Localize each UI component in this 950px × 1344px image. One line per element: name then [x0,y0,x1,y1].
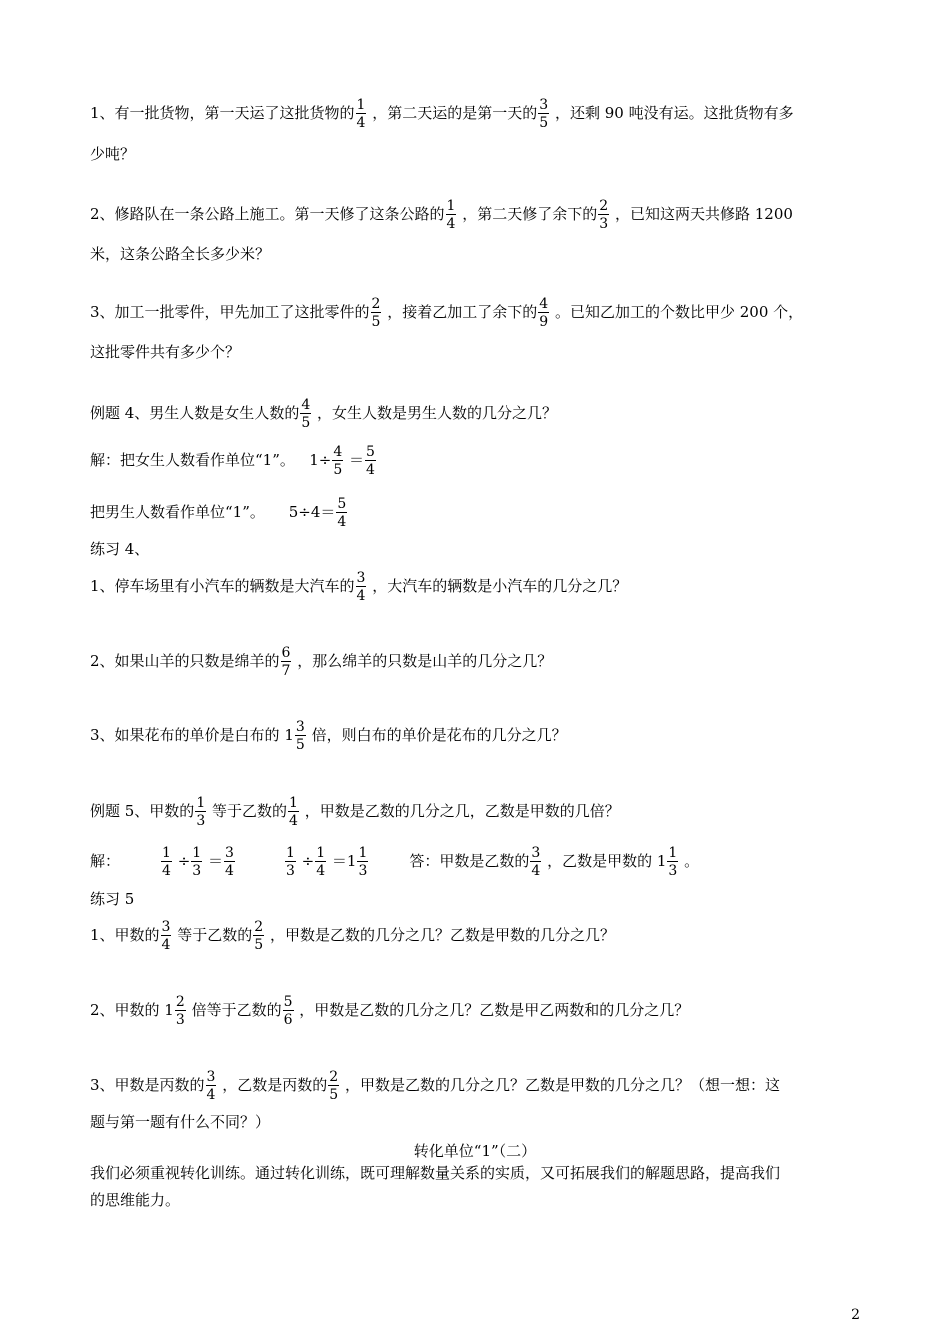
fraction: $\frac{2}{3}$ [599,198,609,232]
text: ，甲数是乙数的几分之几？乙数是甲数的几分之几？（想一想：这 [344,1076,780,1094]
text: 1、有一批货物，第一天运了这批货物的 [90,104,355,122]
text: ，女生人数是男生人数的几分之几？ [317,404,558,422]
fraction: $\frac{6}{7}$ [281,645,291,679]
fraction: $\frac{3}{5}$ [539,97,549,131]
example-5-question [90,796,620,828]
fraction: $\frac{3}{4}$ [161,919,171,953]
fraction: $\frac{1}{3}$ [285,845,295,879]
text: 把男生人数看作单位“1”。 [90,503,265,521]
example-4-solution-1 [90,445,377,477]
text: ，乙数是甲数的 1 [547,852,667,870]
text: 2、甲数的 1 [90,1001,174,1019]
problem-3-line-1 [90,297,803,329]
section-paragraph-line-1: 我们必须重视转化训练。通过转化训练，既可理解数量关系的实质，又可拓展我们的解题思路，提高我们 [90,1164,781,1182]
fraction: $\frac{4}{9}$ [539,296,549,330]
fraction: $\frac{3}{4}$ [225,845,234,879]
text: 3、如果花布的单价是白布的 1 [90,726,294,744]
problem-2-line-1 [90,199,793,231]
exercise-5-q2 [90,995,689,1027]
fraction: $\frac{1}{4}$ [356,97,366,131]
exercise-5-q3-line-2: 题与第一题有什么不同？） [90,1113,271,1131]
text: 。已知乙加工的个数比甲少 200 个， [554,303,804,321]
text: ＝ [208,852,224,870]
text: ，甲数是乙数的几分之几？乙数是甲数的几分之几？ [269,926,615,944]
fraction: $\frac{1}{3}$ [668,845,678,879]
text: 1÷ [309,451,332,469]
problem-2-line-2: 米，这条公路全长多少米？ [90,245,271,263]
exercise-5-q3-line-1 [90,1070,780,1102]
text: 解： [90,852,121,870]
text: 2、如果山羊的只数是绵羊的 [90,652,280,670]
text: 倍，则白布的单价是花布的几分之几？ [311,726,567,744]
fraction: $\frac{1}{4}$ [162,845,171,879]
text: 2、修路队在一条公路上施工。第一天修了这条公路的 [90,205,445,223]
text: ，第二天运的是第一天的 [372,104,538,122]
text: ÷ [301,852,315,870]
text: ，已知这两天共修路 1200 [614,205,793,223]
problem-3-line-2: 这批零件共有多少个？ [90,343,241,361]
text: 解：把女生人数看作单位“1”。 [90,451,295,469]
fraction: $\frac{5}{4}$ [337,496,347,530]
fraction: $\frac{5}{4}$ [366,444,375,478]
example-4-solution-2 [90,497,348,529]
exercise-5-q1 [90,920,615,952]
text: 3、甲数是丙数的 [90,1076,205,1094]
text: ，还剩 90 吨没有运。这批货物有多 [554,104,794,122]
problem-1-line-2: 少吨？ [90,145,136,163]
fraction: $\frac{5}{6}$ [283,994,293,1028]
fraction: $\frac{1}{3}$ [196,795,206,829]
text: ，第二天修了余下的 [462,205,598,223]
example-4-question [90,398,557,430]
text: 例题 4、男生人数是女生人数的 [90,404,300,422]
fraction: $\frac{4}{5}$ [301,397,311,431]
section-title: 转化单位“1”（二） [413,1142,537,1160]
text: ，那么绵羊的只数是山羊的几分之几？ [297,652,553,670]
text: ÷ [177,852,191,870]
text: ，接着乙加工了余下的 [387,303,538,321]
text: ＝ [349,451,365,469]
text: 倍等于乙数的 [191,1001,282,1019]
text: ＝1 [331,852,357,870]
exercise-4-q1 [90,571,627,603]
fraction: $\frac{1}{3}$ [358,845,368,879]
text: ，甲数是乙数的几分之几？乙数是甲乙两数和的几分之几？ [299,1001,690,1019]
text: 例题 5、甲数的 [90,802,195,820]
text: 1、停车场里有小汽车的辆数是大汽车的 [90,577,355,595]
fraction: $\frac{2}{5}$ [371,296,381,330]
text: 5÷4＝ [288,503,336,521]
problem-1-line-1 [90,98,794,130]
example-5-solution [90,846,699,878]
exercise-4-q3 [90,720,567,752]
fraction: $\frac{4}{5}$ [333,444,343,478]
text: 1、甲数的 [90,926,160,944]
text: 答：甲数是乙数的 [409,852,530,870]
fraction: $\frac{3}{5}$ [295,719,305,753]
text: 等于乙数的 [212,802,288,820]
text: ，大汽车的辆数是小汽车的几分之几？ [372,577,628,595]
section-paragraph-line-2: 的思维能力。 [90,1191,181,1209]
exercise-5-title: 练习 5 [90,890,135,908]
text: 3、加工一批零件，甲先加工了这批零件的 [90,303,370,321]
exercise-4-title: 练习 4、 [90,540,150,558]
text: ，甲数是乙数的几分之几，乙数是甲数的几倍？ [304,802,620,820]
fraction: $\frac{2}{5}$ [329,1069,339,1103]
fraction: $\frac{2}{5}$ [254,919,264,953]
fraction: $\frac{3}{4}$ [206,1069,216,1103]
fraction: $\frac{3}{4}$ [531,845,541,879]
fraction: $\frac{1}{4}$ [289,795,298,829]
fraction: $\frac{3}{4}$ [356,570,366,604]
text: 。 [684,852,700,870]
text: 等于乙数的 [177,926,253,944]
fraction: $\frac{2}{3}$ [175,994,185,1028]
fraction: $\frac{1}{4}$ [316,845,326,879]
fraction: $\frac{1}{4}$ [446,198,456,232]
exercise-4-q2 [90,646,552,678]
page-number: 2 [851,1307,860,1323]
fraction: $\frac{1}{3}$ [192,845,202,879]
text: ，乙数是丙数的 [222,1076,328,1094]
